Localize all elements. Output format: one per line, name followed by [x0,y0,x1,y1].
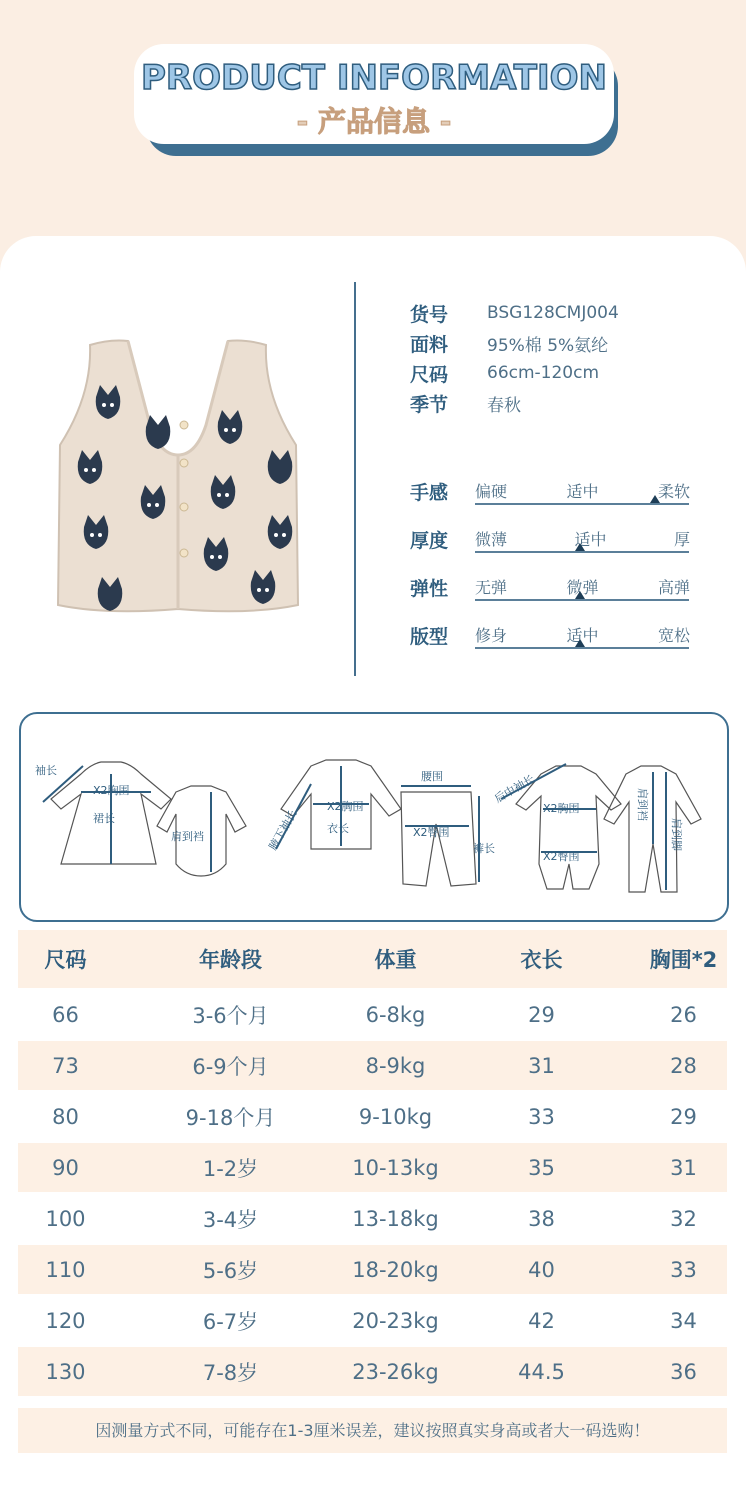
table-cell: 130 [45,1359,86,1384]
scale-option: 微弹 [566,578,599,597]
table-row [18,1296,727,1345]
table-cell: 44.5 [518,1359,565,1384]
header-cell: 胸围*2 [649,948,718,972]
divider-line [354,282,356,676]
table-cell: 34 [670,1308,697,1333]
scale-option: 高弹 [657,578,690,597]
table-row [18,1245,727,1294]
label-chest2c: X2胸围 [543,802,580,815]
table-cell: 31 [528,1053,555,1078]
scale-line [475,551,689,553]
table-cell: 6-9个月 [192,1054,269,1079]
label-underarm-sleeve: 腋下袖长 [266,807,300,853]
table-cell: 18-20kg [352,1257,439,1282]
table-cell: 7-8岁 [202,1360,259,1385]
scale-marker [575,543,585,551]
spec-key: 货号 [410,303,449,326]
measurement-illustration [21,714,727,920]
table-cell: 9-10kg [358,1104,433,1129]
scale-option: 柔软 [657,482,690,501]
label-hip2: X2臀围 [413,826,450,839]
scale-line [475,599,689,601]
scale-row-fit [410,619,700,667]
size-table [18,930,727,1396]
scale-option: 厚 [673,530,690,549]
table-row [18,1194,727,1243]
scale-line [475,647,689,649]
measurement-note: 因测量方式不同，可能存在1-3厘米误差，建议按照真实身高或者大一码选购！ [18,1408,727,1453]
table-cell: 33 [528,1104,555,1129]
spec-key: 季节 [410,393,449,416]
table-cell: 32 [670,1206,697,1231]
spec-row-fabric [410,328,619,358]
table-row [18,1143,727,1192]
table-cell: 31 [670,1155,697,1180]
vest-product-image [50,335,305,615]
spec-value: 66cm-120cm [487,363,600,383]
table-cell: 73 [52,1053,79,1078]
scale-row-softness [410,475,700,523]
scale-option: 适中 [574,530,607,549]
label-sleeve: 袖长 [35,764,57,777]
table-cell: 33 [670,1257,697,1282]
table-cell: 9-18个月 [185,1105,276,1130]
table-row [18,1347,727,1396]
scale-row-thickness [410,523,700,571]
table-cell: 6-7岁 [202,1309,259,1334]
scale-marker [650,495,660,503]
table-row [18,990,727,1039]
scale-row-elasticity [410,571,700,619]
table-cell: 23-26kg [352,1359,439,1384]
label-chest2b: X2胸围 [327,800,364,813]
spec-row-season [410,388,619,418]
label-length: 衣长 [327,822,349,835]
scale-option: 无弹 [475,578,508,597]
spec-value: BSG128CMJ004 [487,303,619,323]
label-shoulder-to-crotch: 肩到裆 [171,830,204,843]
table-header [18,930,727,988]
table-cell: 20-23kg [352,1308,439,1333]
scale-option: 适中 [566,626,599,645]
header-cell: 尺码 [44,948,87,972]
table-cell: 100 [45,1206,86,1231]
table-cell: 13-18kg [352,1206,439,1231]
spec-row-item-no [410,298,619,328]
label-pants: 裤长 [473,842,495,855]
attribute-scales [410,475,700,667]
table-cell: 5-6岁 [202,1258,259,1283]
spec-row-size [410,358,619,388]
scale-key: 手感 [410,482,449,504]
label-skirt: 裙长 [93,812,115,825]
table-cell: 6-8kg [365,1002,426,1027]
table-cell: 3-4岁 [202,1207,259,1232]
scale-option: 适中 [566,482,599,501]
table-cell: 36 [670,1359,697,1384]
table-cell: 35 [528,1155,555,1180]
table-cell: 8-9kg [365,1053,426,1078]
scale-key: 厚度 [410,530,449,552]
table-row [18,1041,727,1090]
table-cell: 66 [52,1002,79,1027]
table-cell: 120 [45,1308,86,1333]
spec-list [410,298,619,418]
measurement-diagram [19,712,729,922]
label-shoulder-to-crotch2: 肩到裆 [636,788,649,821]
header-cell: 体重 [374,948,417,972]
scale-option: 宽松 [657,626,690,645]
label-back-sleeve: 后中袖长 [492,772,537,806]
spec-value: 春秋 [487,395,521,416]
table-cell: 110 [45,1257,86,1282]
scale-key: 版型 [410,626,449,648]
scale-marker [575,591,585,599]
table-cell: 28 [670,1053,697,1078]
table-cell: 26 [670,1002,697,1027]
label-hip2b: X2臀围 [543,850,580,863]
label-chest2: X2胸围 [93,784,130,797]
banner-title-en: PRODUCT INFORMATION [141,58,607,98]
spec-key: 面料 [410,333,449,356]
table-cell: 1-2岁 [202,1156,259,1181]
scale-key: 弹性 [410,578,449,600]
scale-marker [575,639,585,647]
table-cell: 3-6个月 [192,1003,269,1028]
table-cell: 10-13kg [352,1155,439,1180]
table-cell: 42 [528,1308,555,1333]
spec-value: 95%棉 5%氨纶 [487,335,609,356]
table-cell: 80 [52,1104,79,1129]
label-waist: 腰围 [421,770,443,783]
table-row [18,1092,727,1141]
header-cell: 年龄段 [199,948,262,972]
table-cell: 29 [528,1002,555,1027]
scale-line [475,503,689,505]
scale-option: 修身 [475,626,508,645]
table-cell: 29 [670,1104,697,1129]
spec-key: 尺码 [410,363,449,386]
table-cell: 90 [52,1155,79,1180]
title-banner [134,44,614,144]
table-cell: 40 [528,1257,555,1282]
table-cell: 38 [528,1206,555,1231]
scale-option: 微薄 [475,530,508,549]
banner-title-cn: - 产品信息 - [296,105,452,138]
scale-option: 偏硬 [475,482,508,501]
label-shoulder-to-foot: 肩到脚 [670,818,683,851]
header-cell: 衣长 [520,948,563,972]
